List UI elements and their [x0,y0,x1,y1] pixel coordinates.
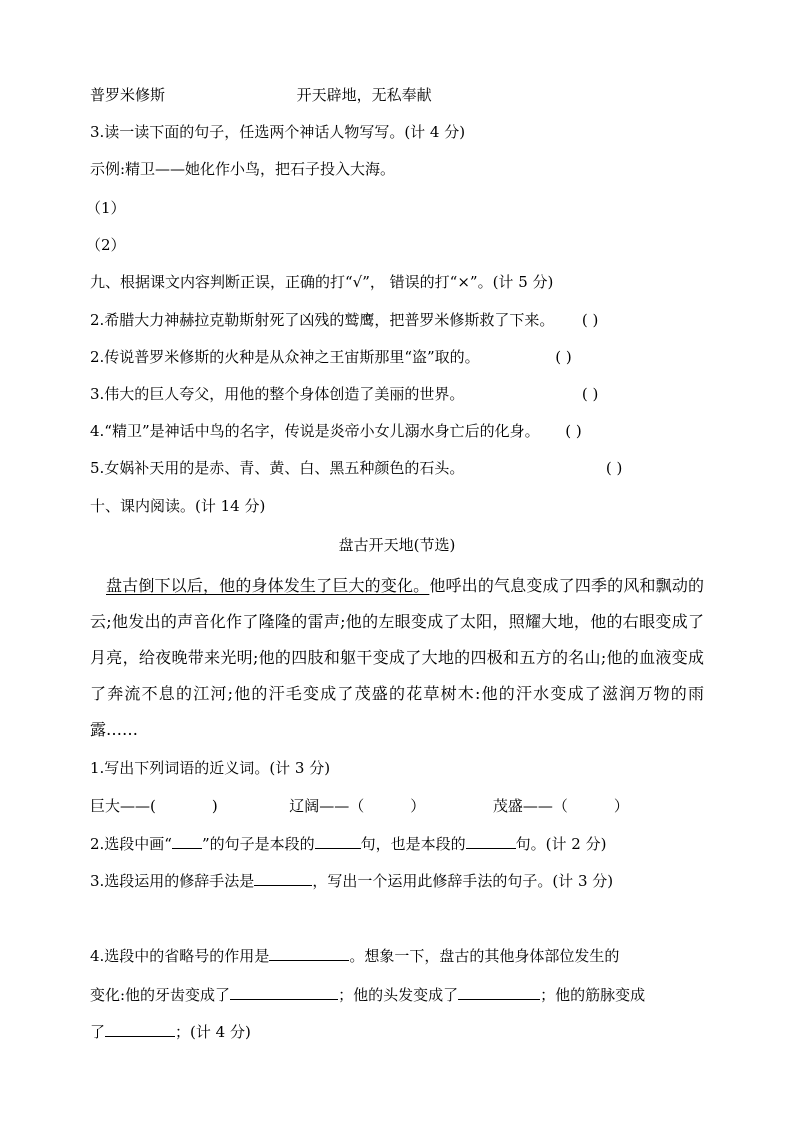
answer-blank[interactable] [315,832,361,849]
answer-blank[interactable] [254,869,312,886]
reading-q2: 2.选段中画“ ”的句子是本段的 句，也是本段的 句。(计 2 分) [90,832,606,855]
reading-q4-line-3: 了 ；(计 4 分) [90,1020,251,1043]
answer-blank[interactable] [466,832,516,849]
judge-item-text: 5.女娲补天用的是赤、青、黄、白、黑五种颜色的石头。 [90,459,465,477]
answer-blank[interactable] [105,1020,175,1037]
judge-item-text: 2.希腊大力神赫拉克勒斯射死了凶残的鹫鹰，把普罗米修斯救了下来。 [90,311,555,329]
match-left: 普罗米修斯 [90,86,166,104]
answer-blank[interactable] [458,983,540,1000]
judge-item-4 [90,420,582,442]
reading-q3: 3.选段运用的修辞手法是 ，写出一个运用此修辞手法的句子。(计 3 分) [90,869,613,892]
judge-answer-box[interactable]: ( ) [605,459,623,477]
synonym-word-1: 巨大——( [90,797,156,815]
passage-title: 盘古开天地(节选) [338,536,456,554]
judge-item-1 [90,309,598,331]
judge-item-5 [90,457,622,479]
synonym-word-2: 辽阔——（ [289,797,365,815]
underline-sample [172,832,202,849]
match-row [90,84,432,106]
reading-q4-line-1: 4.选段中的省略号的作用是 。想象一下，盘古的其他身体部位发生的 [90,944,619,967]
judge-item-3 [90,383,598,405]
judge-answer-box[interactable]: ( ) [581,385,599,403]
judge-item-2 [90,346,572,368]
answer-line-1: （1） [86,199,126,217]
judge-item-text: 3.伟大的巨人夸父，用他的整个身体创造了美丽的世界。 [90,385,465,403]
judge-item-text: 4.“精卫”是神话中鸟的名字，传说是炎帝小女儿溺水身亡后的化身。 [90,422,540,440]
question-3-example: 示例:精卫——她化作小鸟，把石子投入大海。 [90,160,396,178]
reading-passage [90,568,704,748]
section-10-title: 十、课内阅读。(计 14 分) [90,497,266,515]
answer-line-2: （2） [86,236,126,254]
reading-q1-words: 巨大——( ) 辽阔——（ ） 茂盛——（ ） [90,797,629,815]
reading-q4-line-2: 变化:他的牙齿变成了 ；他的头发变成了 ；他的筋脉变成 [90,983,645,1006]
answer-blank[interactable] [269,944,349,961]
judge-answer-box[interactable]: ( ) [565,422,582,440]
reading-q1-label: 1.写出下列词语的近义词。(计 3 分) [90,759,331,777]
judge-answer-box[interactable]: ( ) [581,311,599,329]
question-3-label: 3.读一读下面的句子，任选两个神话人物写写。(计 4 分) [90,123,466,141]
answer-blank[interactable] [230,983,338,1000]
passage-underlined-sentence: 盘古倒下以后，他的身体发生了巨大的变化。 [106,576,430,595]
section-9-title: 九、根据课文内容判断正误，正确的打“√”， 错误的打“×”。(计 5 分) [90,273,554,291]
judge-answer-box[interactable]: ( ) [555,348,572,366]
judge-item-text: 2.传说普罗米修斯的火种是从众神之王宙斯那里“盗”取的。 [90,348,480,366]
match-right: 开天辟地，无私奉献 [296,86,432,104]
synonym-word-3: 茂盛——（ [492,797,568,815]
passage-body: 他呼出的气息变成了四季的风和飘动的云;他发出的声音化作了隆隆的雷声;他的左眼变成了太阳，照耀大地，他的右眼变成了月亮，给夜晚带来光明;他的四肢和躯干变成了大地的四极和五方的名山;他的血液变成了奔流不息的江河;他的汗毛变成了茂盛的花草树木:他的汗水变成了滋润万物的雨露…… [90,576,704,739]
